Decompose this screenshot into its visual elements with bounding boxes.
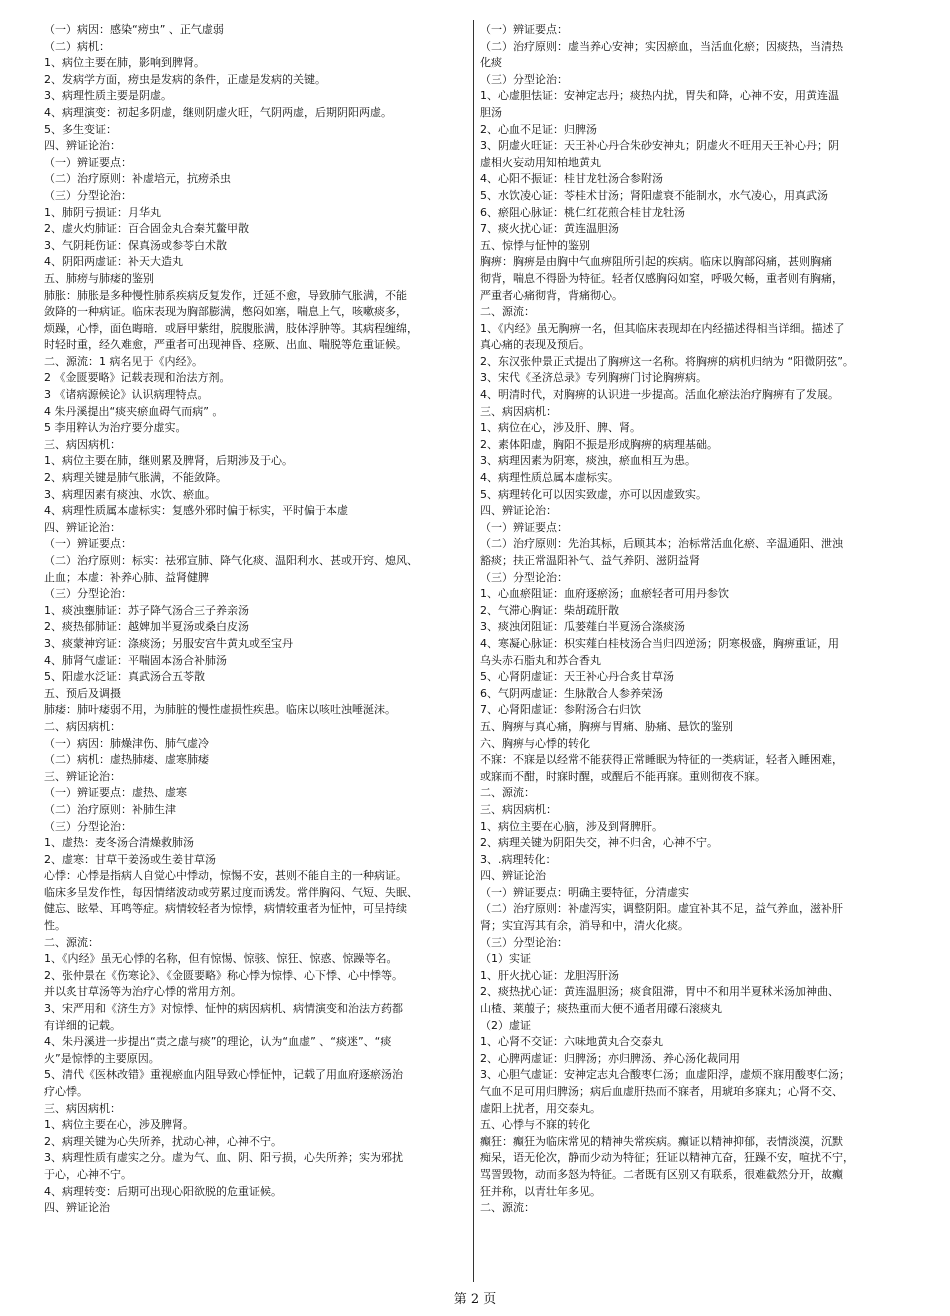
text-line: （二）治疗原则：补肺生津 xyxy=(44,802,176,816)
left-column xyxy=(44,22,464,1217)
text-line: 3、.病理转化： xyxy=(480,852,557,866)
text-line: 虚阳上扰者，用交泰丸。 xyxy=(480,1101,601,1115)
text-line: 敛降的一种病证。临床表现为胸部膨满，憋闷如塞，喘息上气，咳嗽痰多， xyxy=(44,305,407,319)
text-line: 三、辨证论治： xyxy=(44,769,121,783)
text-line: 二、源流： xyxy=(480,1201,535,1215)
text-line: 1、肺阴亏损证：月华丸 xyxy=(44,205,161,219)
column-divider xyxy=(473,20,474,1282)
text-line: 1、痰浊壅肺证：苏子降气汤合三子养亲汤 xyxy=(44,603,249,617)
text-line: 1、病位主要在肺，影响到脾肾。 xyxy=(44,56,205,70)
text-line: 性。 xyxy=(44,919,66,933)
text-line: 痴呆，语无伦次，静而少动为特征；狂证以精神亢奋，狂躁不安，喧扰不宁， xyxy=(480,1151,854,1165)
text-line: 肺胀：肺胀是多种慢性肺系疾病反复发作，迁延不愈，导致肺气胀满，不能 xyxy=(44,288,407,302)
text-line: （一）辨证要点： xyxy=(44,537,132,551)
text-line: 5 李用粹认为治疗要分虚实。 xyxy=(44,421,187,435)
text-line: 四、辨证论治 xyxy=(44,1201,110,1215)
text-line: 4、病理性质总属本虚标实。 xyxy=(480,471,619,485)
text-line: 1、心肾不交证：六味地黄丸合交泰丸 xyxy=(480,1035,663,1049)
text-line: 4、寒凝心脉证：枳实薤白桂枝汤合当归四逆汤；阴寒极盛，胸痹重证，用 xyxy=(480,636,839,650)
text-line: 豁痰；扶正常温阳补气、益气养阴、滋阴益肾 xyxy=(480,554,700,567)
text-line: 不寐：不寐是以经常不能获得正常睡眠为特征的一类病证，轻者入睡困难， xyxy=(480,753,843,767)
text-line: 2、病理关键是肺气胀满，不能敛降。 xyxy=(44,471,227,485)
text-line: 6、瘀阻心脉证：桃仁红花煎合桂甘龙牡汤 xyxy=(480,205,685,219)
text-line: 5、多生变证： xyxy=(44,122,117,136)
text-line: 2、心脾两虚证：归脾汤；亦归脾汤、养心汤化裁同用 xyxy=(480,1051,740,1065)
text-line: 3、病理性质主要是阴虚。 xyxy=(44,89,172,103)
text-line: 严重者心痛彻背，背痛彻心。 xyxy=(480,288,623,302)
text-line: 3、病理性质有虚实之分。虚为气、血、阴、阳亏损，心失所养；实为邪扰 xyxy=(44,1151,403,1165)
text-line: 2、病理关键为心失所养，扰动心神，心神不宁。 xyxy=(44,1134,282,1148)
text-line: 肺痿：肺叶痿弱不用，为肺脏的慢性虚损性疾患。临床以咳吐浊唾涎沫。 xyxy=(44,703,396,717)
text-line: 4、心阳不振证：桂甘龙牡汤合参附汤 xyxy=(480,172,663,186)
text-line: 三、病因病机： xyxy=(480,802,557,816)
text-line: 三、病因病机： xyxy=(480,404,557,418)
text-line: 3、病理因素有痰浊、水饮、瘀血。 xyxy=(44,487,216,501)
text-line: 五、预后及调摄 xyxy=(44,686,121,700)
text-line: 3、痰浊闭阻证：瓜蒌薤白半夏汤合涤痰汤 xyxy=(480,620,685,634)
text-line: 2 《金匮要略》记载表现和治法方剂。 xyxy=(44,371,231,385)
text-line: 1、肝火扰心证：龙胆泻肝汤 xyxy=(480,968,619,982)
text-line: 1、病位主要在心脑，涉及到肾脾肝。 xyxy=(480,819,663,833)
text-line: 彻背，喘息不得卧为特征。轻者仅感胸闷如窒，呼吸欠畅，重者则有胸痛， xyxy=(480,271,843,285)
text-line: 5、心肾阴虚证：天王补心丹合炙甘草汤 xyxy=(480,670,674,684)
text-line: 4、病理转变：后期可出现心阳欲脱的危重证候。 xyxy=(44,1184,282,1198)
text-line: （一）病因：感染“痨虫” 、正气虚弱 xyxy=(44,23,224,36)
text-line: 化痰 xyxy=(480,56,502,70)
text-line: 1、心虚胆怯证：安神定志丹；痰热内扰，胃失和降，心神不安，用黄连温 xyxy=(480,89,839,103)
text-line: 五、肺痨与肺痿的鉴别 xyxy=(44,271,154,285)
text-line: 1、虚热：麦冬汤合清燥救肺汤 xyxy=(44,836,194,850)
text-line: 二、源流： xyxy=(480,786,535,800)
text-line: 四、辨证论治： xyxy=(44,520,121,534)
text-line: 1、《内经》虽无胸痹一名，但其临床表现却在内经描述得相当详细。描述了 xyxy=(480,321,845,335)
text-line: （二）治疗原则：补虚培元，抗痨杀虫 xyxy=(44,172,231,186)
text-line: （二）病机： xyxy=(44,39,110,53)
text-line: 疗心悸。 xyxy=(44,1085,88,1098)
text-line: （一）辨证要点： xyxy=(480,520,568,534)
text-line: 三、病因病机： xyxy=(44,1101,121,1115)
text-line: 或寐而不酣，时寐时醒，或醒后不能再寐。重则彻夜不寐。 xyxy=(480,769,766,783)
text-line: 1、病位主要在心，涉及脾肾。 xyxy=(44,1118,194,1132)
text-line: 4、病理演变：初起多阴虚，继则阴虚火旺，气阴两虚，后期阴阳两虚。 xyxy=(44,105,392,119)
text-line: （2）虚证 xyxy=(480,1018,531,1032)
text-line: 1、心血瘀阻证：血府逐瘀汤；血瘀轻者可用丹参饮 xyxy=(480,587,729,601)
text-line: 真心痛的表现及预后。 xyxy=(480,338,590,352)
text-line: 4、病理性质属本虚标实：复感外邪时偏于标实，平时偏于本虚 xyxy=(44,504,348,518)
text-line: 2、病理关键为阴阳失交，神不归舍，心神不宁。 xyxy=(480,836,718,850)
text-line: 临床多呈发作性，每因情绪波动或劳累过度而诱发。常伴胸闷、气短、失眠、 xyxy=(44,885,418,899)
text-line: 2、心血不足证：归脾汤 xyxy=(480,122,597,136)
text-line: 狂并称，以青壮年多见。 xyxy=(480,1184,601,1198)
text-line: 有详细的记载。 xyxy=(44,1018,121,1032)
text-line: （二）病机：虚热肺痿、虚寒肺痿 xyxy=(44,753,209,767)
text-line: 4、朱丹溪进一步提出“责之虚与痰”的理论，认为“血虚” 、“痰迷”、“痰 xyxy=(44,1035,392,1049)
text-line: 六、胸痹与心悸的转化 xyxy=(480,736,590,750)
text-line: 气血不足可用归脾汤；病后血虚肝热而不寐者，用琥珀多寐丸；心肾不交、 xyxy=(480,1085,843,1098)
text-line: 2、气滞心胸证：柴胡疏肝散 xyxy=(480,603,619,617)
text-line: 5、阳虚水泛证：真武汤合五苓散 xyxy=(44,670,205,684)
text-line: 5、病理转化可以因实致虚，亦可以因虚致实。 xyxy=(480,487,707,501)
text-line: （二）治疗原则：标实：祛邪宣肺、降气化痰、温阳利水、甚或开窍、熄风、 xyxy=(44,554,418,567)
text-line: （一）辨证要点： xyxy=(480,23,568,36)
text-line: 2、发病学方面，痨虫是发病的条件，正虚是发病的关键。 xyxy=(44,72,326,86)
text-line: 心悸：心悸是指病人自觉心中悸动，惊惕不安，甚则不能自主的一种病证。 xyxy=(44,869,407,883)
text-line: 骂詈毁物，动而多怒为特征。二者既有区别又有联系，很难截然分开，故癫 xyxy=(480,1167,843,1181)
text-line: 3、宋严用和《济生方》对惊悸、怔忡的病因病机、病情演变和治法方药都 xyxy=(44,1002,403,1016)
text-line: 2、虚寒：甘草干姜汤或生姜甘草汤 xyxy=(44,852,216,866)
text-line: （二）治疗原则：虚当养心安神；实因瘀血，当活血化瘀；因痰热，当清热 xyxy=(480,39,843,53)
text-line: 1、《内经》虽无心悸的名称，但有惊惕、惊骇、惊狂、惊惑、惊躁等名。 xyxy=(44,952,398,966)
text-line: （一）病因：肺燥津伤、肺气虚冷 xyxy=(44,736,209,750)
text-line: 四、辨证论治： xyxy=(44,139,121,153)
text-line: 二、源流： xyxy=(44,935,99,949)
text-line: 烦躁，心悸，面色晦暗．或唇甲紫绀，脘腹胀满，肢体浮肿等。其病程缠绵， xyxy=(44,321,418,335)
text-line: 二、源流： xyxy=(480,305,535,319)
text-line: （三）分型论治： xyxy=(44,188,132,202)
text-line: 3 《诸病源候论》认识病理特点。 xyxy=(44,388,209,402)
text-line: 4、阴阳两虚证：补天大造丸 xyxy=(44,255,183,269)
text-line: 二、源流：1 病名见于《内经》。 xyxy=(44,354,203,368)
text-line: 4、肺肾气虚证：平喘固本汤合补肺汤 xyxy=(44,653,227,667)
text-line: 山楂、莱菔子；痰热重而大便不通者用礞石滚痰丸 xyxy=(480,1002,722,1016)
text-line: 7、心肾阳虚证：参附汤合右归饮 xyxy=(480,703,641,717)
text-line: 1、病位在心，涉及肝、脾、肾。 xyxy=(480,421,641,435)
text-line: （二）治疗原则：补虚泻实，调整阴阳。虚宜补其不足，益气养血，滋补肝 xyxy=(480,902,843,916)
text-line: （1）实证 xyxy=(480,952,531,966)
text-line: 五、胸痹与真心痛，胸痹与胃痛、胁痛、悬饮的鉴别 xyxy=(480,719,733,733)
text-line: 胸痹：胸痹是由胸中气血痹阻所引起的疾病。临床以胸部闷痛，甚则胸痛 xyxy=(480,255,832,269)
text-line: 2、痰热郁肺证：越婢加半夏汤或桑白皮汤 xyxy=(44,620,249,634)
text-line: 3、气阴耗伤证：保真汤或参苓白术散 xyxy=(44,238,227,252)
text-line: 3、心胆气虚证：安神定志丸合酸枣仁汤；血虚阳浮，虚烦不寐用酸枣仁汤； xyxy=(480,1068,850,1082)
text-line: 6、气阴两虚证：生脉散合人参养荣汤 xyxy=(480,686,663,700)
text-line: 四、辨证论治 xyxy=(480,869,546,883)
text-line: 4、明清时代，对胸痹的认识进一步提高。活血化瘀法治疗胸痹有了发展。 xyxy=(480,388,839,402)
text-line: （一）辨证要点： xyxy=(44,155,132,169)
text-line: 虚相火妄动用知柏地黄丸 xyxy=(480,155,601,169)
text-line: 于心，心神不宁。 xyxy=(44,1167,132,1181)
text-line: 2、素体阳虚，胸阳不振是形成胸痹的病理基础。 xyxy=(480,437,718,451)
text-line: 乌头赤石脂丸和苏合香丸 xyxy=(480,653,601,667)
right-column xyxy=(480,22,912,1217)
text-line: 2、东汉张仲景正式提出了胸痹这一名称。将胸痹的病机归纳为 “阳微阴弦”。 xyxy=(480,354,854,368)
text-line: 时轻时重，经久难愈，严重者可出现神昏、痉厥、出血、喘脱等危重证候。 xyxy=(44,338,407,352)
text-line: 二、病因病机： xyxy=(44,719,121,733)
text-line: 五、心悸与不寐的转化 xyxy=(480,1118,590,1132)
text-line: 4 朱丹溪提出“痰夹瘀血碍气而病” 。 xyxy=(44,404,224,418)
page-number: 第 2 页 xyxy=(453,1292,497,1307)
text-line: 三、病因病机： xyxy=(44,437,121,451)
text-line: 火”是惊悸的主要原因。 xyxy=(44,1051,160,1065)
text-line: 7、痰火扰心证：黄连温胆汤 xyxy=(480,222,619,236)
text-line: 并以炙甘草汤等为治疗心悸的常用方剂。 xyxy=(44,985,242,999)
text-line: 3、病理因素为阴寒，痰浊，瘀血相互为患。 xyxy=(480,454,696,468)
text-line: （二）治疗原则：先治其标，后顾其本；治标常活血化瘀、辛温通阳、泄浊 xyxy=(480,537,843,551)
text-line: （三）分型论治： xyxy=(480,935,568,949)
text-line: 5、水饮凌心证：苓桂术甘汤；肾阳虚衰不能制水，水气凌心，用真武汤 xyxy=(480,188,828,202)
text-line: 5、清代《医林改错》重视瘀血内阻导致心悸怔忡，记载了用血府逐瘀汤治 xyxy=(44,1068,403,1082)
text-line: 胆汤 xyxy=(480,105,502,119)
text-line: 1、病位主要在肺，继则累及脾肾，后期涉及于心。 xyxy=(44,454,293,468)
text-line: 止血；本虚：补养心肺、益肾健脾 xyxy=(44,570,209,584)
text-line: （一）辨证要点：虚热、虚寒 xyxy=(44,786,187,800)
text-line: 3、宋代《圣济总录》专列胸痹门讨论胸痹病。 xyxy=(480,371,707,385)
text-line: （三）分型论治： xyxy=(480,570,568,584)
text-line: （三）分型论治： xyxy=(480,72,568,86)
text-line: 3、痰蒙神窍证：涤痰汤；另服安宫牛黄丸或至宝丹 xyxy=(44,636,293,650)
text-line: （三）分型论治： xyxy=(44,819,132,833)
text-line: （一）辨证要点：明确主要特征，分清虚实 xyxy=(480,885,689,899)
text-line: 五、惊悸与怔忡的鉴别 xyxy=(480,238,590,252)
text-line: 2、张仲景在《伤寒论》、《金匮要略》称心悸为惊悸、心下悸、心中悸等。 xyxy=(44,968,403,982)
text-line: 3、阴虚火旺证：天王补心丹合朱砂安神丸；阴虚火不旺用天王补心丹；阴 xyxy=(480,139,839,153)
text-line: 肾；实宜泻其有余，消导和中，清火化痰。 xyxy=(480,919,689,933)
text-line: 2、虚火灼肺证：百合固金丸合秦艽鳖甲散 xyxy=(44,222,249,236)
text-line: 2、痰热扰心证：黄连温胆汤；痰食阻滞，胃中不和用半夏秫米汤加神曲、 xyxy=(480,985,839,999)
text-line: （三）分型论治： xyxy=(44,587,132,601)
text-line: 四、辨证论治： xyxy=(480,504,557,518)
text-line: 癫狂：癫狂为临床常见的精神失常疾病。癫证以精神抑郁，表情淡漠，沉默 xyxy=(480,1134,843,1148)
text-line: 健忘、眩晕、耳鸣等症。病情较轻者为惊悸，病情较重者为怔忡，可呈持续 xyxy=(44,902,407,916)
